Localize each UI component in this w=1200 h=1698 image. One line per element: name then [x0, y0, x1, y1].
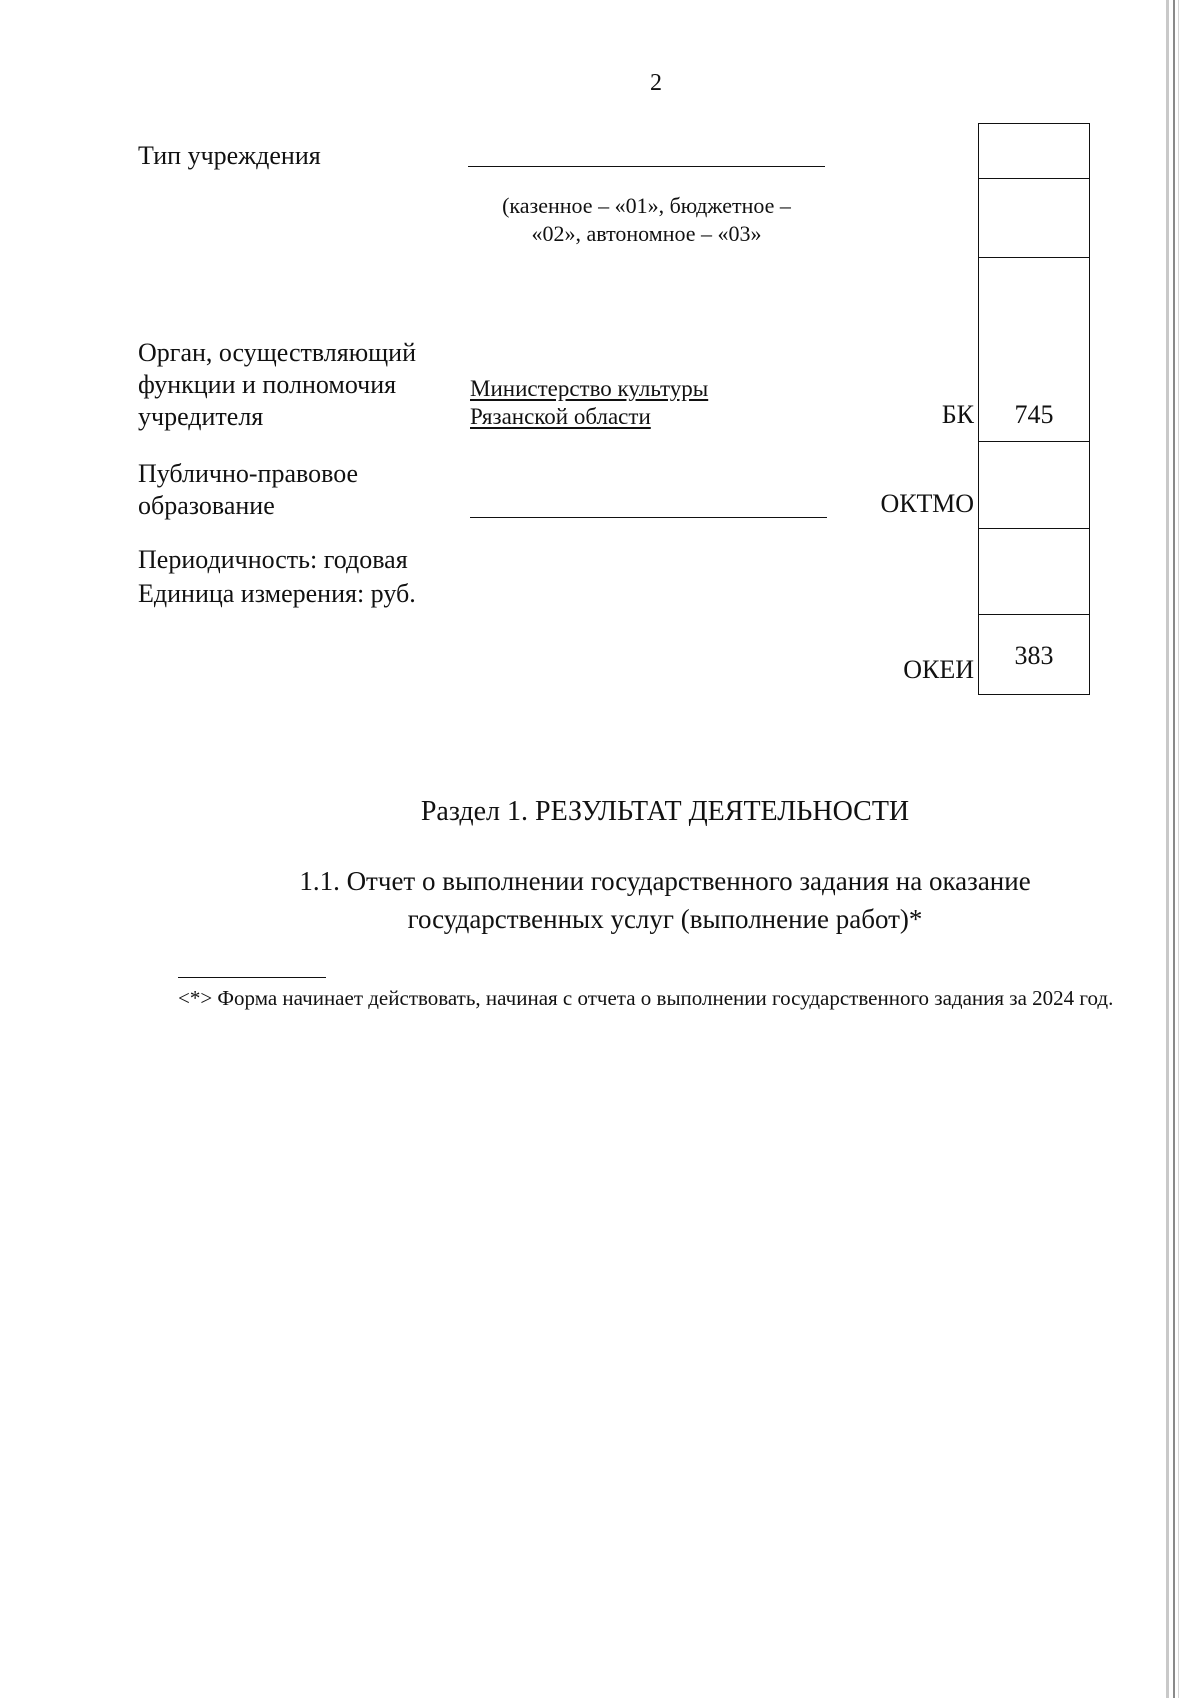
- public-entity-label: [138, 458, 358, 522]
- footnote-separator: [178, 977, 326, 978]
- institution-type-hint-line1: (казенное – «01», бюджетное –: [502, 193, 791, 218]
- bk-label: БК: [941, 400, 974, 429]
- subsection-title-line1: 1.1. Отчет о выполнении государственного задания на оказание: [299, 866, 1031, 896]
- okei-value: 383: [1014, 641, 1054, 670]
- institution-type-hint-line2: «02», автономное – «03»: [531, 221, 762, 246]
- codes-divider: [978, 441, 1090, 442]
- codes-divider: [978, 178, 1090, 179]
- institution-type-label: Тип учреждения: [138, 141, 321, 170]
- subsection-title-line2: государственных услуг (выполнение работ)*: [407, 904, 923, 934]
- codes-divider: [978, 257, 1090, 258]
- section-title: Раздел 1. РЕЗУЛЬТАТ ДЕЯТЕЛЬНОСТИ: [420, 796, 910, 827]
- scan-edge: [1173, 0, 1175, 1698]
- founder-label-line2: функции и полномочия: [138, 370, 397, 399]
- unit-of-measure: Единица измерения: руб.: [138, 579, 416, 608]
- institution-type-hint: [468, 192, 825, 248]
- footnote: <*> Форма начинает действовать, начиная с отчета о выполнении государственного задания за 2024 год.: [178, 986, 1114, 1010]
- bk-value: 745: [1014, 400, 1054, 429]
- founder-value-line2: Рязанской области: [470, 404, 651, 429]
- institution-type-blank: [468, 166, 825, 167]
- founder-label-line1: Орган, осуществляющий: [138, 338, 416, 367]
- public-entity-label-line2: образование: [138, 491, 275, 520]
- founder-label: [138, 337, 416, 433]
- public-entity-blank: [470, 517, 827, 518]
- page-number: 2: [650, 70, 662, 96]
- oktmo-label: ОКТМО: [880, 489, 974, 518]
- founder-value-line1: Министерство культуры: [470, 376, 709, 401]
- scan-edge: [1178, 0, 1179, 1698]
- public-entity-label-line1: Публично-правовое: [138, 459, 359, 488]
- founder-label-line3: учредителя: [138, 402, 264, 431]
- periodicity: Периодичность: годовая: [138, 545, 408, 574]
- codes-divider: [978, 614, 1090, 615]
- founder-value: [470, 375, 708, 431]
- codes-divider: [978, 528, 1090, 529]
- subsection-title: [0, 862, 1200, 938]
- scan-edge: [1166, 0, 1169, 1698]
- okei-label: ОКЕИ: [903, 655, 974, 684]
